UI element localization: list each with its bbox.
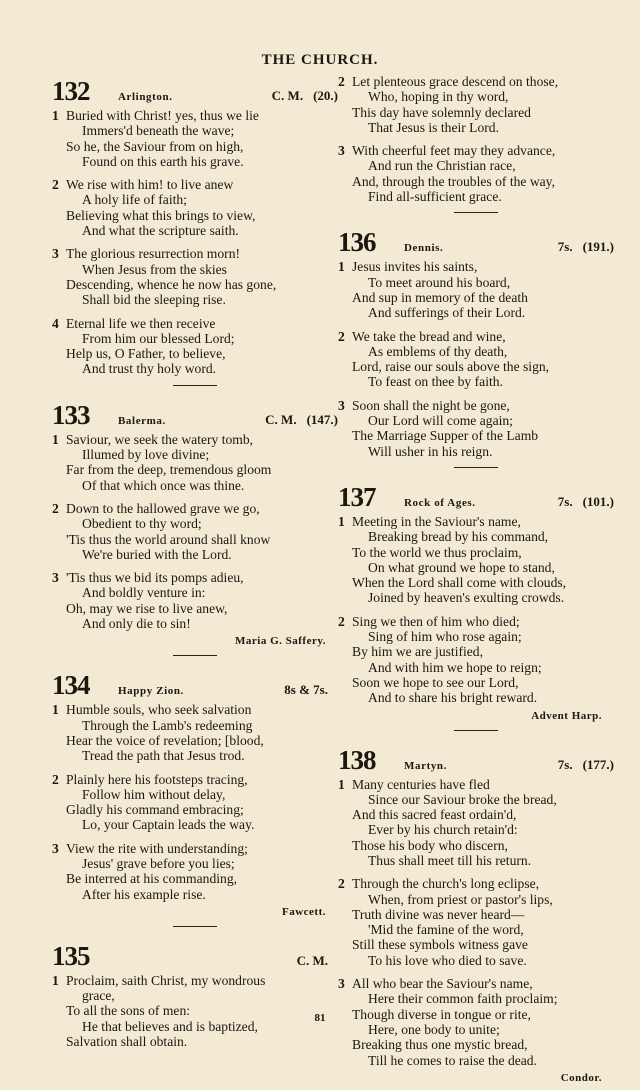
stanza [338,74,614,135]
hymn-line: 'Tis thus the world around shall know [66,531,271,547]
hymn-138 [338,745,614,1084]
stanza-number: 2 [52,177,59,193]
line-text: Many centuries have fled [352,776,490,792]
hymn-line: When, from priest or pastor's lips, [368,891,553,907]
tune-reference: (177.) [582,756,614,772]
stanza-first-line [338,74,614,89]
stanza [52,432,338,493]
hymn-line: Hear the voice of revelation; [blood, [66,732,264,748]
hymn-line: And only die to sin! [82,616,191,632]
hymn-line: Breaking thus one mystic bread, [352,1037,528,1053]
stanza-first-line [338,398,614,413]
hymn-line: When Jesus from the skies [82,261,227,277]
divider-rule [173,385,217,386]
stanza-number: 2 [52,771,59,787]
stanza [338,777,614,869]
stanza [338,398,614,459]
hymn-line: And sufferings of their Lord. [368,305,526,321]
line-text: Proclaim, saith Christ, my wondrous [66,972,266,988]
hymn-137 [338,482,614,722]
stanza-first-line [338,259,614,274]
line-text: We take the bread and wine, [352,328,506,344]
line-text: Through the church's long eclipse, [352,876,540,892]
line-text: Humble souls, who seek salvation [66,702,252,718]
stanza-number: 1 [338,776,345,792]
stanza-number: 3 [52,570,59,586]
hymn-header [52,76,338,108]
stanza-number: 1 [338,513,345,529]
author-credit: Advent Harp. [531,709,602,722]
tune-name: Rock of Ages. [404,496,476,509]
left-column [52,74,338,1057]
hymn-line: Till he comes to raise the dead. [368,1052,538,1068]
hymn-header [338,482,614,514]
stanza-number: 3 [52,246,59,262]
meter: C. M. [271,88,304,103]
stanza-number: 3 [338,143,345,159]
stanza [52,246,338,307]
hymn-line: And run the Christian race, [368,158,516,174]
author-credit: Maria G. Saffery. [235,635,326,648]
hymn-line: That Jesus is their Lord. [368,119,500,135]
hymn-line: Since our Saviour broke the bread, [368,791,557,807]
hymn-line: Oh, may we rise to live anew, [66,600,228,616]
hymn-line: To the world we thus proclaim, [352,544,522,560]
hymn-line: Help us, O Father, to believe, [66,346,226,362]
hymn-header [52,941,338,973]
hymn-line: Found on this earth his grave. [82,153,244,169]
hymn-line: Here their common faith proclaim; [368,991,558,1007]
hymn-line: Believing what this brings to view, [66,207,256,223]
line-text: Let plenteous grace descend on those, [352,74,559,89]
tune-name: Dennis. [404,242,444,255]
stanza-number: 2 [338,328,345,344]
tune-reference: (191.) [582,239,614,255]
hymn-number: 138 [338,744,376,775]
stanza-first-line [52,316,338,331]
hymn-line: We're buried with the Lord. [82,546,232,562]
stanza-number: 3 [52,840,59,856]
tune-reference: (147.) [306,411,338,427]
hymn-line: Shall bid the sleeping rise. [82,292,226,308]
hymn-line: Follow him without delay, [82,786,226,802]
line-text: All who bear the Saviour's name, [352,976,533,992]
hymn-135 [52,941,338,1049]
stanza-number: 2 [338,74,345,89]
stanza-number: 1 [52,972,59,988]
stanza-number: 4 [52,315,59,331]
hymn-line: Be interred at his commanding, [66,871,238,887]
right-column [338,74,614,1090]
hymn-number: 132 [52,76,90,106]
stanza-first-line [52,432,338,447]
divider-rule [173,655,217,656]
hymn-header [52,670,338,702]
stanza-number: 2 [52,500,59,516]
hymn-line: And boldly venture in: [82,585,206,601]
hymn-line: Who, hoping in thy word, [368,89,509,105]
hymn-line: Illumed by love divine; [82,447,210,463]
stanza-number: 2 [338,876,345,892]
hymn-line: Our Lord will come again; [368,413,513,429]
hymn-header [338,227,614,259]
hymn-line: Breaking bread by his command, [368,529,549,545]
hymn-number: 136 [338,227,376,258]
hymn-line: By him we are justified, [352,644,483,660]
line-text: With cheerful feet may they advance, [352,143,556,159]
hymn-132 [52,76,338,377]
hymn-header [338,745,614,777]
running-head: THE CHURCH. [261,52,379,68]
hymn-header [52,400,338,432]
hymn-number: 133 [52,399,90,430]
line-text: View the rite with understanding; [66,840,248,856]
stanza-first-line [52,177,338,192]
tune-name: Martyn. [404,759,447,772]
hymn-line: Will usher in his reign. [368,443,493,459]
hymn-line: Lord, raise our souls above the sign, [352,359,550,375]
hymn-line: He that believes and is baptized, [82,1018,258,1034]
hymn-line: Of that which once was thine. [82,477,245,493]
hymn-line: Tread the path that Jesus trod. [82,748,245,764]
stanza [338,614,614,706]
hymn-line: From him our blessed Lord; [82,330,235,346]
line-text: Sing we then of him who died; [352,613,520,629]
stanza [338,143,614,204]
hymn-line: Truth divine was never heard— [352,906,525,922]
hymn-line: 'Mid the famine of the word, [368,922,524,938]
stanza-first-line [338,143,614,158]
stanza [338,259,614,320]
divider-rule [173,926,217,927]
hymn-line: grace, [82,988,115,1004]
hymn-line: Those his body who discern, [352,837,508,853]
hymn-line: Salvation shall obtain. [66,1034,188,1050]
stanza-first-line [52,973,338,988]
stanza-first-line [338,876,614,891]
stanza [52,316,338,377]
stanza [338,514,614,606]
hymn-line: Lo, your Captain leads the way. [82,817,255,833]
hymn-line: Find all-sufficient grace. [368,189,502,205]
hymn-line: On what ground we hope to stand, [368,559,555,575]
hymn-133 [52,400,338,648]
hymn-line: Still these symbols witness gave [352,937,528,953]
line-text: Buried with Christ! yes, thus we lie [66,108,259,123]
hymn-line: So he, the Saviour from on high, [66,138,244,154]
hymn-line: This day have solemnly declared [352,104,531,120]
hymn-line: Sing of him who rose again; [368,629,522,645]
meter: 7s. [557,493,573,509]
stanza [52,177,338,238]
stanza [338,876,614,968]
stanza [52,772,338,833]
line-text: 'Tis thus we bid its pomps adieu, [66,570,244,586]
meter: 7s. [557,239,573,255]
meter: C. M. [265,411,297,427]
line-text: Plainly here his footsteps tracing, [66,771,248,787]
hymn-line: And what the scripture saith. [82,223,239,239]
stanza-first-line [338,329,614,344]
hymn-line: And this sacred feast ordain'd, [352,807,517,823]
hymn-line: To all the sons of men: [66,1003,191,1019]
hymn-line: Far from the deep, tremendous gloom [66,462,272,478]
stanza-first-line [52,246,338,261]
hymn-line: And to share his bright reward. [368,690,538,706]
divider-rule [454,467,498,468]
hymn-line: Immers'd beneath the wave; [82,123,235,139]
line-text: Meeting in the Saviour's name, [352,513,521,529]
hymn-line: When the Lord shall come with clouds, [352,575,567,591]
hymn-number: 137 [338,481,376,512]
stanza-number: 1 [52,431,59,447]
stanza-first-line [52,772,338,787]
hymn-136 [338,227,614,459]
hymn-line: And sup in memory of the death [352,289,528,305]
stanza-first-line [52,570,338,585]
hymn-line: To feast on thee by faith. [368,374,503,390]
hymn-line: And with him we hope to reign; [368,659,542,675]
page-number: 81 [314,1012,326,1024]
stanza-first-line [338,777,614,792]
tune-name: Arlington. [118,91,173,103]
hymn-line: Through the Lamb's redeeming [82,717,253,733]
stanza-number: 3 [338,976,345,992]
stanza-number: 3 [338,397,345,413]
tune-reference: (101.) [582,493,614,509]
line-text: Down to the hallowed grave we go, [66,500,260,516]
line-text: Jesus invites his saints, [352,259,478,275]
hymn-line: Here, one body to unite; [368,1021,500,1037]
stanza-first-line [52,501,338,516]
line-text: Eternal life we then receive [66,315,216,331]
stanza-first-line [52,108,338,123]
stanza-number: 1 [52,702,59,718]
stanza-first-line [338,514,614,529]
tune-name: Happy Zion. [118,685,184,698]
line-text: Saviour, we seek the watery tomb, [66,431,254,447]
stanza-number: 1 [52,108,59,123]
tune-name: Balerma. [118,414,166,427]
stanza-first-line [52,702,338,717]
stanza-first-line [338,614,614,629]
stanza [52,841,338,902]
hymn-line: Jesus' grave before you lies; [82,855,235,871]
divider-rule [454,730,498,731]
hymn-line: And trust thy holy word. [82,361,217,377]
stanza-number: 2 [338,613,345,629]
hymn-number: 134 [52,670,90,701]
hymn-line: Thus shall meet till his return. [368,852,532,868]
stanza-first-line [52,841,338,856]
tune-reference: (20.) [313,88,338,103]
stanza [52,501,338,562]
hymn-line: A holy life of faith; [82,192,187,208]
hymn-number: 135 [52,940,90,971]
hymn-line: And, through the troubles of the way, [352,173,555,189]
meter: 7s. [557,756,573,772]
line-text: The glorious resurrection morn! [66,246,241,262]
hymn-134 [52,670,338,918]
line-text: Soon shall the night be gone, [352,397,510,413]
stanza [52,570,338,631]
hymn-line: Obedient to thy word; [82,516,202,532]
divider-rule [454,212,498,213]
hymn-line: To meet around his board, [368,274,511,290]
stanza [52,702,338,763]
hymn-line: Descending, whence he now has gone, [66,276,277,292]
hymn-line: After his example rise. [82,886,206,902]
stanza-first-line [338,976,614,991]
hymn-line: As emblems of thy death, [368,343,508,359]
hymn-line: Soon we hope to see our Lord, [352,674,519,690]
author-credit: Condor. [560,1071,602,1084]
stanza [338,329,614,390]
hymn-line: Ever by his church retain'd: [368,822,518,838]
hymn-line: Joined by heaven's exulting crowds. [368,590,565,606]
author-credit: Fawcett. [281,905,326,918]
stanza [52,108,338,169]
hymn-line: The Marriage Supper of the Lamb [352,428,539,444]
line-text: We rise with him! to live anew [66,177,234,193]
hymn-line: Though diverse in tongue or rite, [352,1006,531,1022]
stanza-number: 1 [338,259,345,275]
hymn-line: To his love who died to save. [368,952,527,968]
meter: 8s & 7s. [284,682,328,698]
meter: C. M. [296,952,328,968]
hymn-line: Gladly his command embracing; [66,802,244,818]
